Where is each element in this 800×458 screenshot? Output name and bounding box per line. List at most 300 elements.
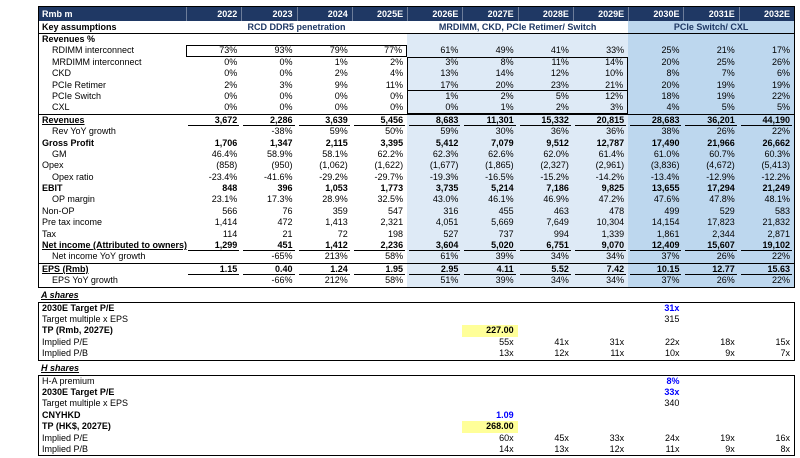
year-column-header: 2028E [518,7,573,21]
table-cell [518,34,573,45]
table-cell: 17,823 [683,217,738,228]
table-row [39,275,794,286]
table-cell: 11,301 [462,115,517,126]
table-cell [739,303,794,314]
table-cell [739,387,794,398]
table-cell [739,314,794,325]
table-cell: 12,409 [628,240,683,251]
table-row [39,114,794,126]
table-cell: 9,825 [573,183,628,194]
table-cell: 1% [334,56,348,67]
h-shares-section-header [38,363,795,375]
table-cell: 19% [683,91,738,102]
table-cell: 2,236 [352,240,407,251]
table-cell: 21 [282,228,293,239]
table-cell: -65% [271,251,293,262]
table-cell: 7.42 [573,264,628,275]
table-row [39,183,794,194]
table-cell [186,421,241,432]
table-cell [352,34,407,45]
table-row [39,376,794,387]
table-cell: 36% [573,126,628,137]
table-row [39,398,794,409]
table-cell: 994 [518,229,573,240]
table-cell [518,410,573,421]
table-cell [407,303,462,314]
table-row [39,172,794,183]
table-cell: 26% [739,57,794,68]
table-cell: 93% [241,45,296,56]
table-row [39,251,794,262]
table-cell: 13,655 [628,183,683,194]
row-label: EBIT [42,183,63,194]
table-cell: 1.09 [496,409,514,420]
table-cell: 22% [739,126,794,137]
table-cell: 316 [407,206,462,217]
table-cell [241,444,296,455]
forecast-table [38,6,795,288]
row-label: Gross Profit [42,137,95,148]
table-cell: 566 [222,205,238,216]
table-cell [352,325,407,336]
table-cell: 1,412 [297,240,352,251]
table-cell [352,303,407,314]
table-cell: 48.1% [739,194,794,205]
table-cell [186,348,241,359]
table-cell [518,421,573,432]
year-column-header: 2022 [186,7,241,21]
table-cell: 31x [609,336,625,347]
table-cell: 50% [385,126,404,137]
table-cell: 47.6% [628,194,683,205]
table-cell: 2% [390,56,404,67]
table-cell: -19.3% [407,172,462,183]
row-label: PCIe Switch [52,90,102,101]
a-shares-valuation-box [38,302,795,361]
table-row [39,126,794,137]
table-cell: 28,683 [628,115,683,126]
table-cell: 25% [683,57,738,68]
table-row [39,263,794,275]
table-cell: 3,639 [297,115,352,126]
year-column-header: 2024 [297,7,352,21]
table-cell: 1.15 [186,264,241,275]
table-cell [683,398,738,409]
table-cell [186,387,241,398]
table-cell [407,410,462,421]
table-cell [518,303,573,314]
table-row [39,102,794,113]
row-label: Revenues % [42,34,96,44]
table-cell: 2% [334,68,348,79]
year-column-header: 2029E [573,7,628,21]
year-column-header: 2031E [683,7,738,21]
table-cell: 18x [720,336,735,347]
row-label: 2030E Target P/E [42,302,115,313]
table-cell: (5,413) [739,160,794,171]
table-cell: 114 [222,228,238,239]
table-cell: 13x [499,348,514,359]
table-row [39,433,794,444]
table-cell: 33% [573,45,628,56]
table-row [39,337,794,348]
table-row [39,387,794,398]
table-row [39,34,794,45]
row-label: CKD [52,68,72,79]
table-row [39,229,794,240]
table-cell [241,34,296,45]
table-cell: 396 [277,183,293,194]
table-cell: 5,669 [462,217,517,228]
year-column-header: 2030E [628,7,683,21]
table-cell: 7,186 [518,183,573,194]
row-label: EPS (Rmb) [42,263,89,274]
table-cell: 61% [407,251,462,262]
table-cell: 34% [518,251,573,262]
table-cell [352,387,407,398]
table-cell: 5% [518,91,573,102]
table-cell: 1,053 [325,183,348,194]
table-cell: 9% [334,79,348,90]
table-row [39,91,794,102]
table-cell: 18% [628,91,683,102]
key-assumptions-row [39,21,794,34]
table-cell [186,251,241,262]
table-cell: 2.95 [407,264,462,275]
table-cell: 0% [224,102,238,113]
table-cell: 7% [683,68,738,79]
table-cell [573,410,628,421]
table-cell [241,410,296,421]
table-cell: 33x [609,432,625,443]
table-cell [573,314,628,325]
table-cell: 1,299 [186,240,241,251]
table-cell [186,275,241,286]
table-cell: 34% [518,275,573,286]
table-cell [186,444,241,455]
table-cell: 5.52 [518,264,573,275]
row-label: Non-OP [42,205,75,216]
table-cell [186,314,241,325]
table-cell: (1,677) [407,160,462,171]
table-cell: 61% [407,45,462,56]
table-cell [573,325,628,336]
table-cell: 60x [499,432,514,443]
table-cell: 12x [609,443,625,454]
table-cell: 19% [683,80,738,91]
table-cell: 0% [224,68,238,79]
table-cell: 12% [573,91,628,102]
table-cell: 8% [628,68,683,79]
table-cell: 2% [224,79,238,90]
table-cell: 14,154 [628,217,683,228]
table-cell: 26,662 [739,138,794,149]
table-cell: 58.9% [267,148,293,159]
table-cell: 10% [573,68,628,79]
table-cell: 8,683 [407,115,462,126]
table-cell [407,398,462,409]
table-cell [352,348,407,359]
table-cell: 21,966 [683,138,738,149]
row-label: RDIMM interconnect [52,45,135,56]
table-cell: 22% [739,275,794,286]
table-cell: 37% [628,251,683,262]
table-cell: 12% [518,68,573,79]
table-cell [573,387,628,398]
table-cell: 2,344 [683,229,738,240]
table-cell [628,325,683,336]
table-cell: 13% [407,68,462,79]
table-cell: 1.95 [352,264,407,275]
table-cell: 21% [683,45,738,56]
table-cell: 34% [573,251,628,262]
table-cell: -23.4% [208,171,238,182]
h-shares-title: H shares [41,362,80,373]
table-cell [241,325,296,336]
table-cell [352,410,407,421]
table-cell: 11x [610,348,625,359]
table-cell: 848 [222,183,238,194]
table-row [39,68,794,79]
table-cell: 5,412 [407,138,462,149]
table-cell: 527 [407,229,462,240]
table-cell: 2,871 [739,229,794,240]
table-cell: (2,327) [518,160,573,171]
table-cell: (2,961) [573,160,628,171]
table-cell: -14.2% [573,172,628,183]
table-cell [407,444,462,455]
table-cell [518,314,573,325]
table-row [39,314,794,325]
table-cell: 49% [462,45,517,56]
row-label: Implied P/E [42,432,89,443]
table-cell: 0% [279,90,293,101]
table-row [39,138,794,149]
table-cell: 0% [334,90,348,101]
table-cell: 30% [462,126,517,137]
key-assumptions-label: Key assumptions [42,22,117,32]
table-cell [683,314,738,325]
table-cell: 529 [683,206,738,217]
table-cell: 77% [352,45,407,56]
table-cell: 17.3% [267,194,293,205]
table-row [39,45,794,56]
table-cell [352,433,407,444]
table-cell: 14x [499,443,514,454]
table-cell: 499 [628,206,683,217]
table-cell: 17,294 [683,183,738,194]
row-label: H-A premium [42,375,95,386]
table-cell: 51% [407,275,462,286]
table-cell: 2% [518,102,573,113]
h-shares-valuation-box [38,375,795,457]
table-cell: (1,062) [319,160,348,171]
table-cell: 62.0% [518,149,573,160]
table-cell [241,303,296,314]
table-cell [683,421,738,432]
table-cell: 26% [683,126,738,137]
table-cell: 583 [739,206,794,217]
table-cell [352,314,407,325]
table-cell [573,303,628,314]
table-cell: 26% [683,251,738,262]
row-label: 2030E Target P/E [42,386,115,397]
table-cell [186,410,241,421]
row-label: Pre tax income [42,217,103,228]
table-cell [628,34,683,45]
table-cell: 58% [385,275,404,286]
table-cell: 20% [628,80,683,91]
table-cell: 0% [279,102,293,113]
table-cell: 9,070 [573,240,628,251]
table-cell: (1,865) [462,160,517,171]
table-row [39,240,794,251]
table-cell [628,410,683,421]
table-cell: 4.11 [462,264,517,275]
row-label: CNYHKD [42,409,81,420]
year-column-header: 2032E [739,7,794,21]
table-row [39,421,794,432]
table-cell: 340 [664,398,680,409]
table-cell [352,337,407,348]
table-row [39,303,794,314]
row-label: Target multiple x EPS [42,313,129,324]
table-cell: 36,201 [683,115,738,126]
table-cell [297,337,352,348]
table-cell: 1.24 [297,264,352,275]
table-cell [297,325,352,336]
row-label: Implied P/B [42,443,89,454]
table-cell: -38% [271,126,293,137]
table-cell [683,387,738,398]
row-label: Tax [42,228,57,239]
table-cell: 7,649 [518,217,573,228]
table-cell: 58.1% [322,148,348,159]
table-cell: 13x [554,443,569,454]
table-cell [683,303,738,314]
table-cell: 26% [683,275,738,286]
table-cell: 36% [518,126,573,137]
table-cell [462,303,517,314]
table-cell: 17% [739,45,794,56]
table-cell [186,433,241,444]
table-cell: 268.00 [462,421,517,432]
row-label: Opex [42,160,64,171]
table-cell: (858) [216,160,238,171]
table-row [39,410,794,421]
table-cell [573,398,628,409]
table-cell [573,376,628,387]
table-cell [407,325,462,336]
table-cell: 0% [279,56,293,67]
row-label: Opex ratio [52,171,94,182]
table-cell: 2,115 [325,137,348,148]
table-cell [518,387,573,398]
table-cell: 227.00 [462,325,517,336]
table-cell: 22x [664,336,680,347]
table-cell: 359 [332,205,348,216]
row-label: MRDIMM interconnect [52,56,142,67]
table-cell [462,34,517,45]
year-column-header: 2023 [241,7,296,21]
table-cell: 3,735 [407,183,462,194]
table-cell: 44,190 [739,115,794,126]
table-cell: 8% [462,57,517,68]
table-cell: 1,861 [628,229,683,240]
table-cell: 33x [664,386,680,397]
table-cell: 12,787 [573,138,628,149]
table-cell: 478 [573,206,628,217]
table-cell: 46.4% [211,148,238,159]
table-cell [186,337,241,348]
table-cell: 73% [186,45,241,56]
row-label: Implied P/B [42,348,89,359]
table-cell [241,314,296,325]
year-column-header: 2025E [352,7,407,21]
table-cell: 5,214 [462,183,517,194]
table-cell: 3% [279,79,293,90]
table-body [39,34,794,287]
table-cell: 0% [224,90,238,101]
table-cell: 20% [628,57,683,68]
table-cell [297,303,352,314]
table-cell: 21% [573,80,628,91]
row-label: OP margin [52,194,95,205]
table-cell: 19x [720,432,735,443]
table-cell: 3% [407,57,462,68]
table-cell: 37% [628,275,683,286]
year-column-header: 2026E [407,7,462,21]
table-cell: 23.1% [211,194,238,205]
table-cell [407,34,462,45]
table-cell: 31x [664,302,680,313]
table-cell: 15.63 [739,264,794,275]
a-shares-section-header [38,290,795,302]
table-cell [297,410,352,421]
table-cell [241,433,296,444]
table-cell: (3,836) [628,160,683,171]
table-cell: 213% [324,251,348,262]
table-cell: 4% [390,68,404,79]
table-cell: 10,304 [573,217,628,228]
table-cell: 3,395 [380,137,404,148]
table-cell: 3,672 [186,115,241,126]
table-cell: 43.0% [407,194,462,205]
table-cell: 451 [241,240,296,251]
table-cell: -15.2% [518,172,573,183]
table-cell: 315 [664,313,680,324]
table-cell: 6,751 [518,240,573,251]
table-cell [297,376,352,387]
table-cell: 72 [337,228,348,239]
table-cell [407,387,462,398]
table-cell: 1% [407,91,462,102]
row-label: TP (HK$, 2027E) [42,421,111,432]
table-cell [739,34,794,45]
table-cell: 17,490 [628,138,683,149]
table-cell: 47.8% [683,194,738,205]
table-cell [739,398,794,409]
financial-model-sheet [38,6,795,456]
table-cell [628,421,683,432]
table-cell [297,34,352,45]
table-cell: 1,413 [325,217,348,228]
row-label: Revenues [42,114,85,125]
table-row [39,80,794,91]
table-row [39,348,794,359]
table-cell: 1,339 [573,229,628,240]
table-cell: 28.9% [322,194,348,205]
